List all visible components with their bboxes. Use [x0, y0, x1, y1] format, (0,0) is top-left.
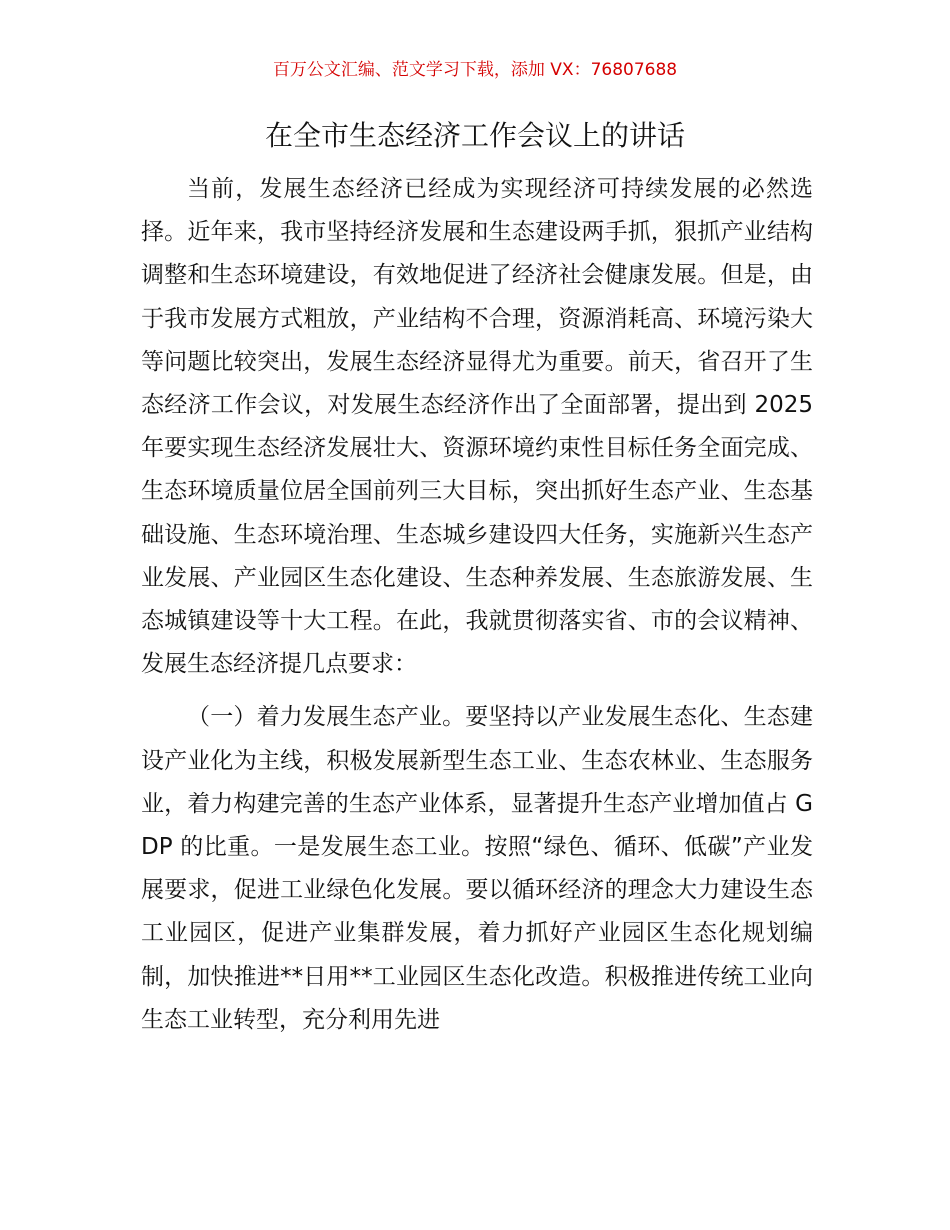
paragraph-intro: 当前，发展生态经济已经成为实现经济可持续发展的必然选择。近年来，我市坚持经济发展和生态建设两手抓，狠抓产业结构调整和生态环境建设，有效地促进了经济社会健康发展。但是，由于我市发展方式粗放，产业结构不合理，资源消耗高、环境污染大等问题比较突出，发展生态经济显得尤为重要。前天，省召开了生态经济工作会议，对发展生态经济作出了全面部署，提出到 2025 年要实现生态经济发展壮大、资源环境约束性目标任务全面完成、生态环境质量位居全国前列三大目标，突出抓好生态产业、生态基础设施、生态环境治理、生态城乡建设四大任务，实施新兴生态产业发展、产业园区生态化建设、生态种养发展、生态旅游发展、生态城镇建设等十大工程。在此，我就贯彻落实省、市的会议精神、发展生态经济提几点要求： — [141, 176, 813, 678]
document-body — [141, 168, 813, 1042]
watermark-header: 百万公文汇编、范文学习下载，添加 VX：76807688 — [272, 60, 678, 80]
paragraph-section-one: （一）着力发展生态产业。要坚持以产业发展生态化、生态建设产业化为主线，积极发展新型生态工业、生态农林业、生态服务业，着力构建完善的生态产业体系，显著提升生态产业增加值占 GDP 的比重。一是发展生态工业。按照“绿色、循环、低碳”产业发展要求，促进工业绿色化发展。要以循环经济的理念大力建设生态工业园区，促进产业集群发展，着力抓好产业园区生态化规划编制，加快推进**日用**工业园区生态化改造。积极推进传统工业向生态工业转型，充分利用先进 — [141, 704, 813, 1033]
document-title: 在全市生态经济工作会议上的讲话 — [264, 119, 685, 152]
